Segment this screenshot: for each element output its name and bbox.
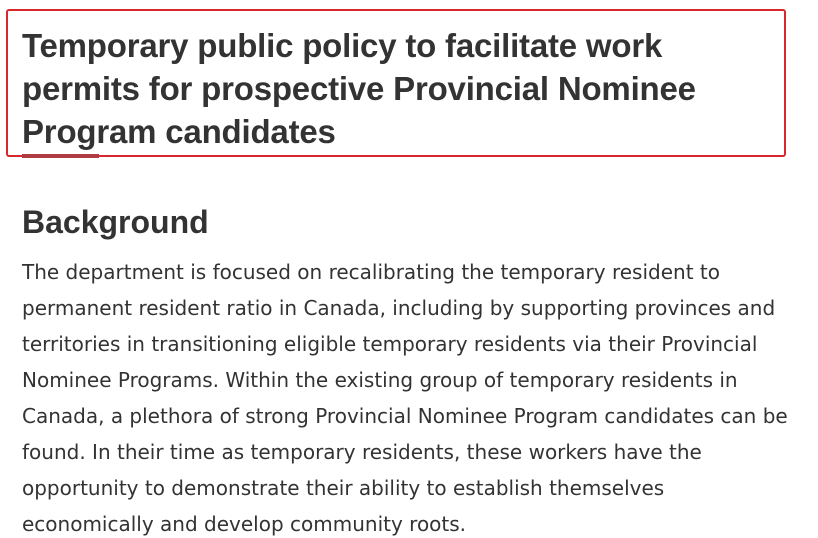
title-underline-bar [22, 154, 99, 158]
page-title-line: permits for prospective Provincial Nominee [22, 70, 696, 107]
paragraph-line: Canada, a plethora of strong Provincial Nominee Program candidates can be [22, 404, 788, 428]
paragraph-line: found. In their time as temporary residents, these workers have the [22, 440, 702, 464]
page-title-line: Temporary public policy to facilitate work [22, 27, 663, 64]
paragraph-line: economically and develop community roots. [22, 512, 467, 536]
page-title-line: Program candidates [22, 113, 336, 150]
paragraph-line: permanent resident ratio in Canada, including by supporting provinces and [22, 296, 776, 320]
paragraph-line: Nominee Programs. Within the existing group of temporary residents in [22, 368, 738, 392]
page-title [22, 24, 782, 153]
paragraph-line: territories in transitioning eligible temporary residents via their Provincial [22, 332, 758, 356]
background-heading: Background [22, 204, 209, 240]
paragraph-line: opportunity to demonstrate their ability to establish themselves [22, 476, 665, 500]
background-paragraph [22, 254, 818, 538]
paragraph-line: The department is focused on recalibrating the temporary resident to [22, 260, 720, 284]
